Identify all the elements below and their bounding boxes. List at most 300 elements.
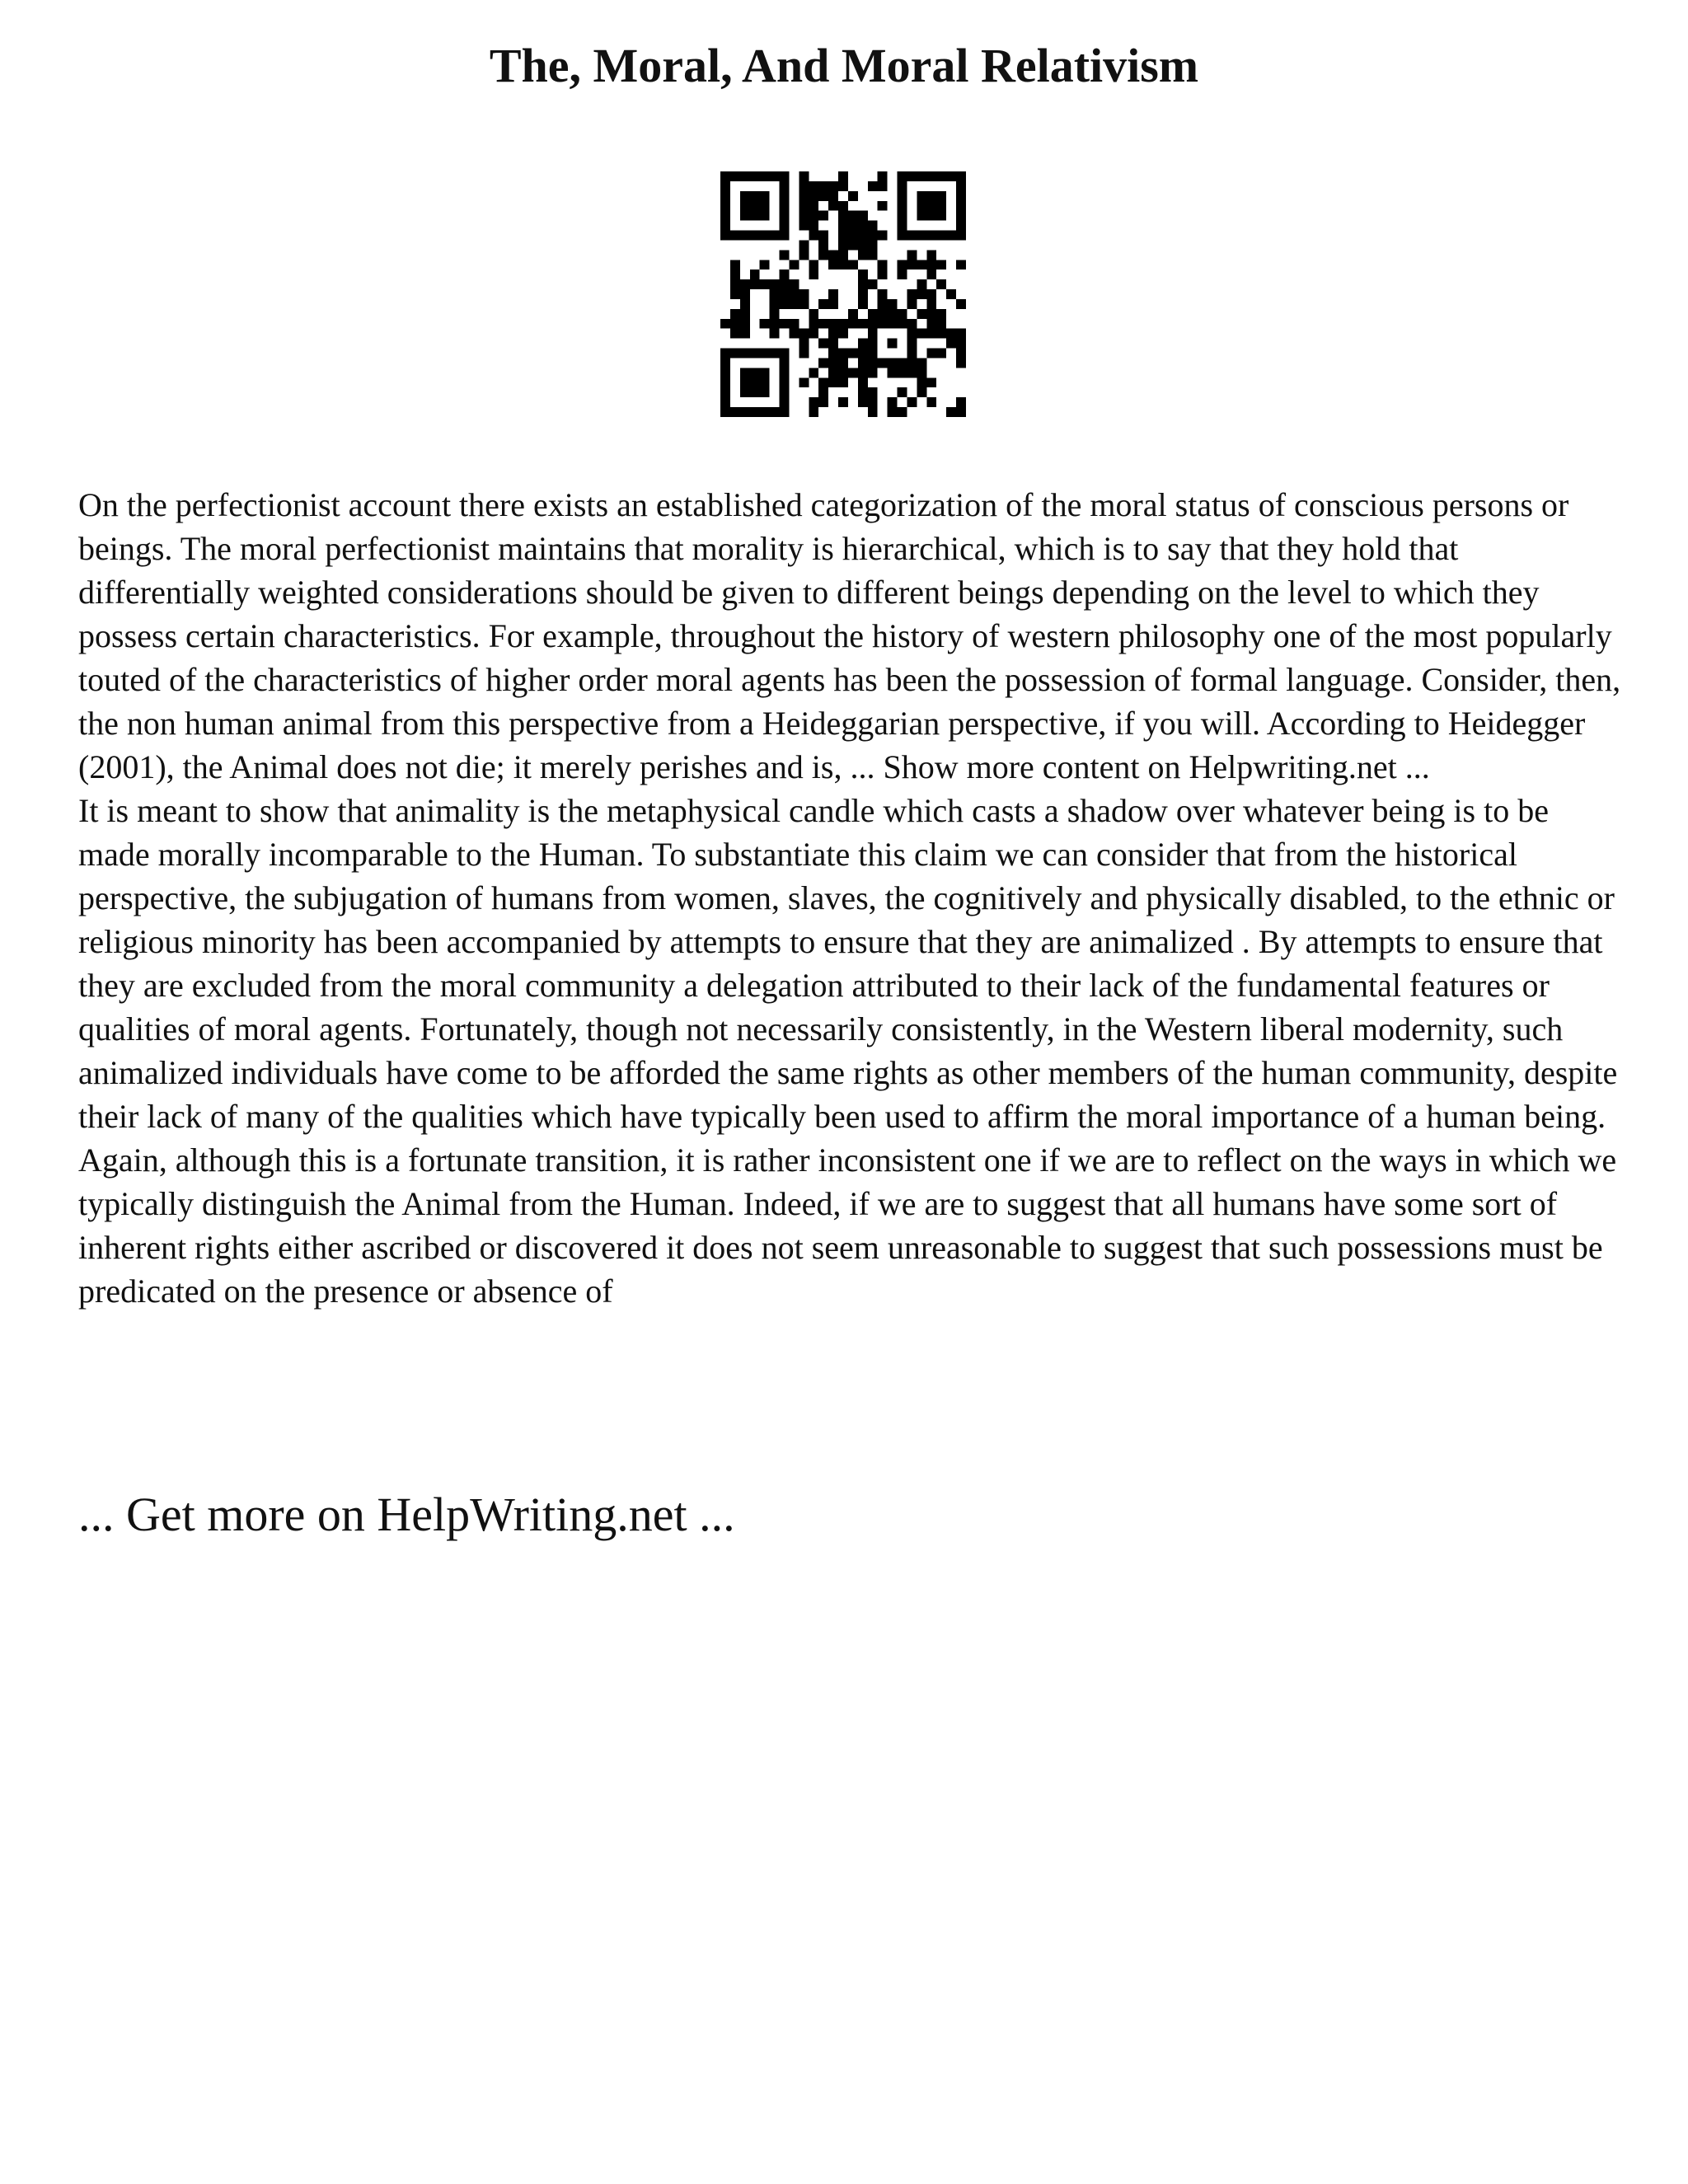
qr-module [740,407,750,417]
qr-module [917,329,926,339]
qr-module [956,349,966,359]
qr-module [917,279,926,289]
qr-module [780,349,790,359]
qr-module [730,319,740,329]
qr-module [809,397,818,407]
qr-module [917,211,926,221]
qr-module [720,397,730,407]
qr-module [868,407,878,417]
qr-module [848,191,858,201]
qr-module [878,231,888,241]
qr-module [828,368,838,377]
qr-module [750,269,760,279]
qr-module [878,299,888,309]
qr-module [907,329,917,339]
qr-module [926,309,936,319]
qr-module [936,191,946,201]
qr-module [770,407,780,417]
qr-module [770,349,780,359]
qr-module [926,289,936,299]
qr-module [799,211,809,221]
qr-module [828,191,838,201]
qr-module [818,358,828,368]
qr-module [799,339,809,349]
qr-module [858,319,868,329]
qr-module [789,319,799,329]
qr-module [770,299,780,309]
qr-module [750,387,760,397]
qr-module [838,319,848,329]
qr-module [770,319,780,329]
qr-module [760,231,770,241]
qr-module [858,368,868,377]
qr-module [926,171,936,181]
qr-module [956,211,966,221]
qr-module [740,299,750,309]
qr-module [868,397,878,407]
qr-module [898,221,907,231]
qr-module [780,231,790,241]
qr-module [828,339,838,349]
qr-module [898,211,907,221]
qr-module [750,191,760,201]
qr-module [868,387,878,397]
qr-module [946,329,956,339]
qr-module [720,181,730,191]
qr-module [956,201,966,211]
qr-module [740,329,750,339]
qr-module [730,269,740,279]
qr-module [730,349,740,359]
qr-module [750,368,760,377]
qr-module [720,358,730,368]
qr-module [809,231,818,241]
qr-module [926,201,936,211]
article-body [78,483,1628,1313]
qr-module [878,181,888,191]
qr-module [750,279,760,289]
qr-module [780,387,790,397]
qr-module [858,211,868,221]
qr-module [888,299,898,309]
qr-module [799,377,809,387]
qr-module [780,221,790,231]
qr-module [799,171,809,181]
qr-module [750,377,760,387]
qr-module [760,368,770,377]
qr-module [926,319,936,329]
qr-module [799,250,809,260]
qr-module [770,171,780,181]
qr-module [818,231,828,241]
qr-module [926,211,936,221]
qr-module [898,319,907,329]
qr-module [848,221,858,231]
qr-module [828,319,838,329]
qr-module [868,221,878,231]
qr-module [936,309,946,319]
qr-module [760,260,770,269]
qr-module [780,289,790,299]
qr-module [936,171,946,181]
qr-module [868,240,878,250]
qr-module [858,349,868,359]
qr-code-icon[interactable] [720,171,966,417]
qr-module [740,201,750,211]
qr-module [907,358,917,368]
qr-module [858,221,868,231]
qr-module [838,368,848,377]
qr-module [956,397,966,407]
qr-module [799,289,809,299]
qr-module [907,250,917,260]
qr-module [917,377,926,387]
qr-module [956,221,966,231]
qr-module [828,181,838,191]
qr-module [848,260,858,269]
qr-module [720,349,730,359]
qr-module [740,368,750,377]
qr-module [917,191,926,201]
qr-module [838,349,848,359]
qr-module [760,171,770,181]
qr-module [780,211,790,221]
qr-module [858,250,868,260]
qr-module [828,377,838,387]
qr-module [720,191,730,201]
qr-module [809,309,818,319]
qr-module [720,407,730,417]
qr-module [907,231,917,241]
qr-module [917,171,926,181]
qr-module [780,269,790,279]
qr-module [956,329,966,339]
qr-module [898,171,907,181]
qr-module [858,279,868,289]
qr-module [730,279,740,289]
qr-module [760,377,770,387]
qr-module [907,171,917,181]
qr-module [838,221,848,231]
qr-module [946,407,956,417]
qr-module [898,407,907,417]
qr-module [868,368,878,377]
qr-module [750,349,760,359]
qr-module [809,368,818,377]
qr-module [818,319,828,329]
qr-module [750,231,760,241]
qr-module [936,329,946,339]
qr-module [809,329,818,339]
qr-module [838,358,848,368]
qr-module [740,171,750,181]
qr-module [789,289,799,299]
qr-module [926,269,936,279]
qr-module [838,231,848,241]
qr-module [809,181,818,191]
qr-module [818,181,828,191]
qr-module [740,289,750,299]
qr-module [750,171,760,181]
qr-module [848,319,858,329]
qr-module [898,201,907,211]
qr-module [838,171,848,181]
qr-module [780,250,790,260]
qr-module [946,289,956,299]
qr-module [740,349,750,359]
qr-module [868,279,878,289]
qr-module [730,231,740,241]
qr-module [907,289,917,299]
qr-module [878,171,888,181]
article-paragraph: On the perfectionist account there exists an established categorization of the moral status of conscious persons or beings. The moral perfectionist maintains that morality is hierarchical, which is to say that they hold that differentially weighted considerations should be given to different beings depending on the level to which they possess certain characteristics. For example, throughout the history of western philosophy one of the most popularly touted of the characteristics of higher order moral agents has been the possession of formal language. Consider, then, the non human animal from this perspective from a Heideggarian perspective, if you will. According to Heidegger (2001), the Animal does not die; it merely perishes and is, ... Show more content on Helpwriting.net ... [78,486,1621,785]
qr-module [907,339,917,349]
qr-module [868,358,878,368]
qr-module [848,309,858,319]
qr-module [956,299,966,309]
qr-module [936,349,946,359]
qr-module [926,377,936,387]
qr-module [818,377,828,387]
qr-module [809,201,818,211]
qr-module [917,231,926,241]
qr-module [926,260,936,269]
qr-module [956,231,966,241]
qr-module [740,377,750,387]
qr-module [720,319,730,329]
qr-module [956,260,966,269]
qr-module [898,387,907,397]
qr-module [818,240,828,250]
qr-module [789,279,799,289]
qr-module [878,309,888,319]
qr-module [936,231,946,241]
qr-module [926,250,936,260]
qr-module [898,309,907,319]
qr-module [878,319,888,329]
qr-module [720,221,730,231]
qr-module [838,240,848,250]
qr-module [818,299,828,309]
qr-module [740,191,750,201]
qr-module [809,191,818,201]
qr-module [926,397,936,407]
qr-module [818,339,828,349]
qr-module [858,269,868,279]
qr-module [780,201,790,211]
qr-module [936,211,946,221]
qr-module [848,231,858,241]
qr-module [720,377,730,387]
qr-module [818,387,828,397]
qr-module [878,269,888,279]
qr-module [888,397,898,407]
qr-module [730,289,740,299]
qr-module [907,397,917,407]
qr-module [818,211,828,221]
qr-module [898,191,907,201]
qr-module [750,211,760,221]
qr-module [946,231,956,241]
qr-module [888,358,898,368]
qr-module [799,349,809,359]
qr-module [917,309,926,319]
qr-module [858,397,868,407]
qr-module [907,260,917,269]
qr-module [730,309,740,319]
qr-module [799,181,809,191]
qr-module [740,279,750,289]
qr-module [917,387,926,397]
qr-module [809,211,818,221]
qr-module [956,171,966,181]
qr-module [740,319,750,329]
qr-module [878,201,888,211]
qr-module [730,329,740,339]
qr-module [818,250,828,260]
qr-module [907,368,917,377]
qr-module [898,181,907,191]
qr-module [720,368,730,377]
qr-module [858,231,868,241]
qr-module [818,397,828,407]
qr-module [926,299,936,309]
qr-module [917,201,926,211]
qr-module [740,211,750,221]
qr-module [760,279,770,289]
qr-module [828,250,838,260]
qr-module [898,269,907,279]
qr-module [780,181,790,191]
qr-module [878,358,888,368]
qr-module [888,339,898,349]
qr-module [780,377,790,387]
qr-module [740,387,750,397]
qr-module [888,309,898,319]
qr-module [789,299,799,309]
qr-module [838,329,848,339]
qr-module [907,299,917,309]
qr-module [888,407,898,417]
qr-module [780,171,790,181]
qr-module [878,260,888,269]
qr-module [809,407,818,417]
qr-module [858,299,868,309]
qr-module [936,279,946,289]
qr-module [956,407,966,417]
qr-module [780,319,790,329]
qr-module [780,407,790,417]
qr-module [917,358,926,368]
qr-module [770,329,780,339]
qr-module [838,181,848,191]
qr-module [838,377,848,387]
article-paragraph: It is meant to show that animality is the metaphysical candle which casts a shadow over whatever being is to be made morally incomparable to the Human. To substantiate this claim we can consider that from the historical perspective, the subjugation of humans from women, slaves, the cognitively and physically disabled, to the ethnic or religious minority has been accompanied by attempts to ensure that they are animalized . By attempts to ensure that they are excluded from the moral community a delegation attributed to their lack of the fundamental features or qualities of moral agents. Fortunately, though not necessarily consistently, in the Western liberal modernity, such animalized individuals have come to be afforded the same rights as other members of the human community, despite their lack of many of the qualities which have typically been used to affirm the moral importance of a human being. Again, although this is a fortunate transition, it is rather inconsistent one if we are to reflect on the ways in which we typically distinguish the Animal from the Human. Indeed, if we are to suggest that all humans have some sort of inherent rights either ascribed or discovered it does not seem unreasonable to suggest that such possessions must be predicated on the presence or absence of [78,792,1618,1310]
qr-module [789,329,799,339]
qr-module [838,397,848,407]
qr-module [799,221,809,231]
qr-module [780,279,790,289]
qr-module [799,329,809,339]
qr-module [868,349,878,359]
qr-module [868,339,878,349]
qr-module [780,368,790,377]
qr-module [760,201,770,211]
qr-module [898,368,907,377]
qr-module [770,279,780,289]
qr-module [838,211,848,221]
get-more-link[interactable]: ... Get more on HelpWriting.net ... [78,1488,735,1541]
qr-module [828,289,838,299]
qr-module [868,181,878,191]
qr-module [858,289,868,299]
qr-module [907,319,917,329]
qr-module [838,250,848,260]
qr-code-graphic [720,171,966,417]
qr-module [838,201,848,211]
qr-module [809,221,818,231]
document-title: The, Moral, And Moral Relativism [489,39,1199,92]
qr-module [760,349,770,359]
qr-module [956,358,966,368]
qr-module [868,250,878,260]
qr-module [799,201,809,211]
qr-module [848,349,858,359]
qr-module [888,319,898,329]
qr-module [799,191,809,201]
qr-module [926,191,936,201]
qr-module [858,358,868,368]
qr-module [946,339,956,349]
qr-module [956,191,966,201]
qr-module [888,368,898,377]
qr-module [828,260,838,269]
qr-module [720,387,730,397]
qr-module [730,407,740,417]
qr-module [868,329,878,339]
qr-module [760,387,770,397]
qr-module [799,240,809,250]
qr-module [926,231,936,241]
qr-module [848,211,858,221]
qr-module [828,201,838,211]
qr-module [720,171,730,181]
qr-module [858,240,868,250]
qr-module [750,407,760,417]
qr-module [917,260,926,269]
qr-module [936,319,946,329]
qr-module [809,269,818,279]
qr-module [828,329,838,339]
qr-module [780,397,790,407]
qr-module [730,260,740,269]
qr-module [926,349,936,359]
qr-module [917,289,926,299]
qr-module [956,339,966,349]
qr-module [838,260,848,269]
qr-module [740,231,750,241]
qr-module [858,339,868,349]
qr-module [868,309,878,319]
qr-module [868,319,878,329]
qr-module [720,201,730,211]
qr-module [926,329,936,339]
qr-module [848,368,858,377]
qr-module [946,171,956,181]
qr-module [720,231,730,241]
qr-module [848,240,858,250]
qr-module [898,358,907,368]
